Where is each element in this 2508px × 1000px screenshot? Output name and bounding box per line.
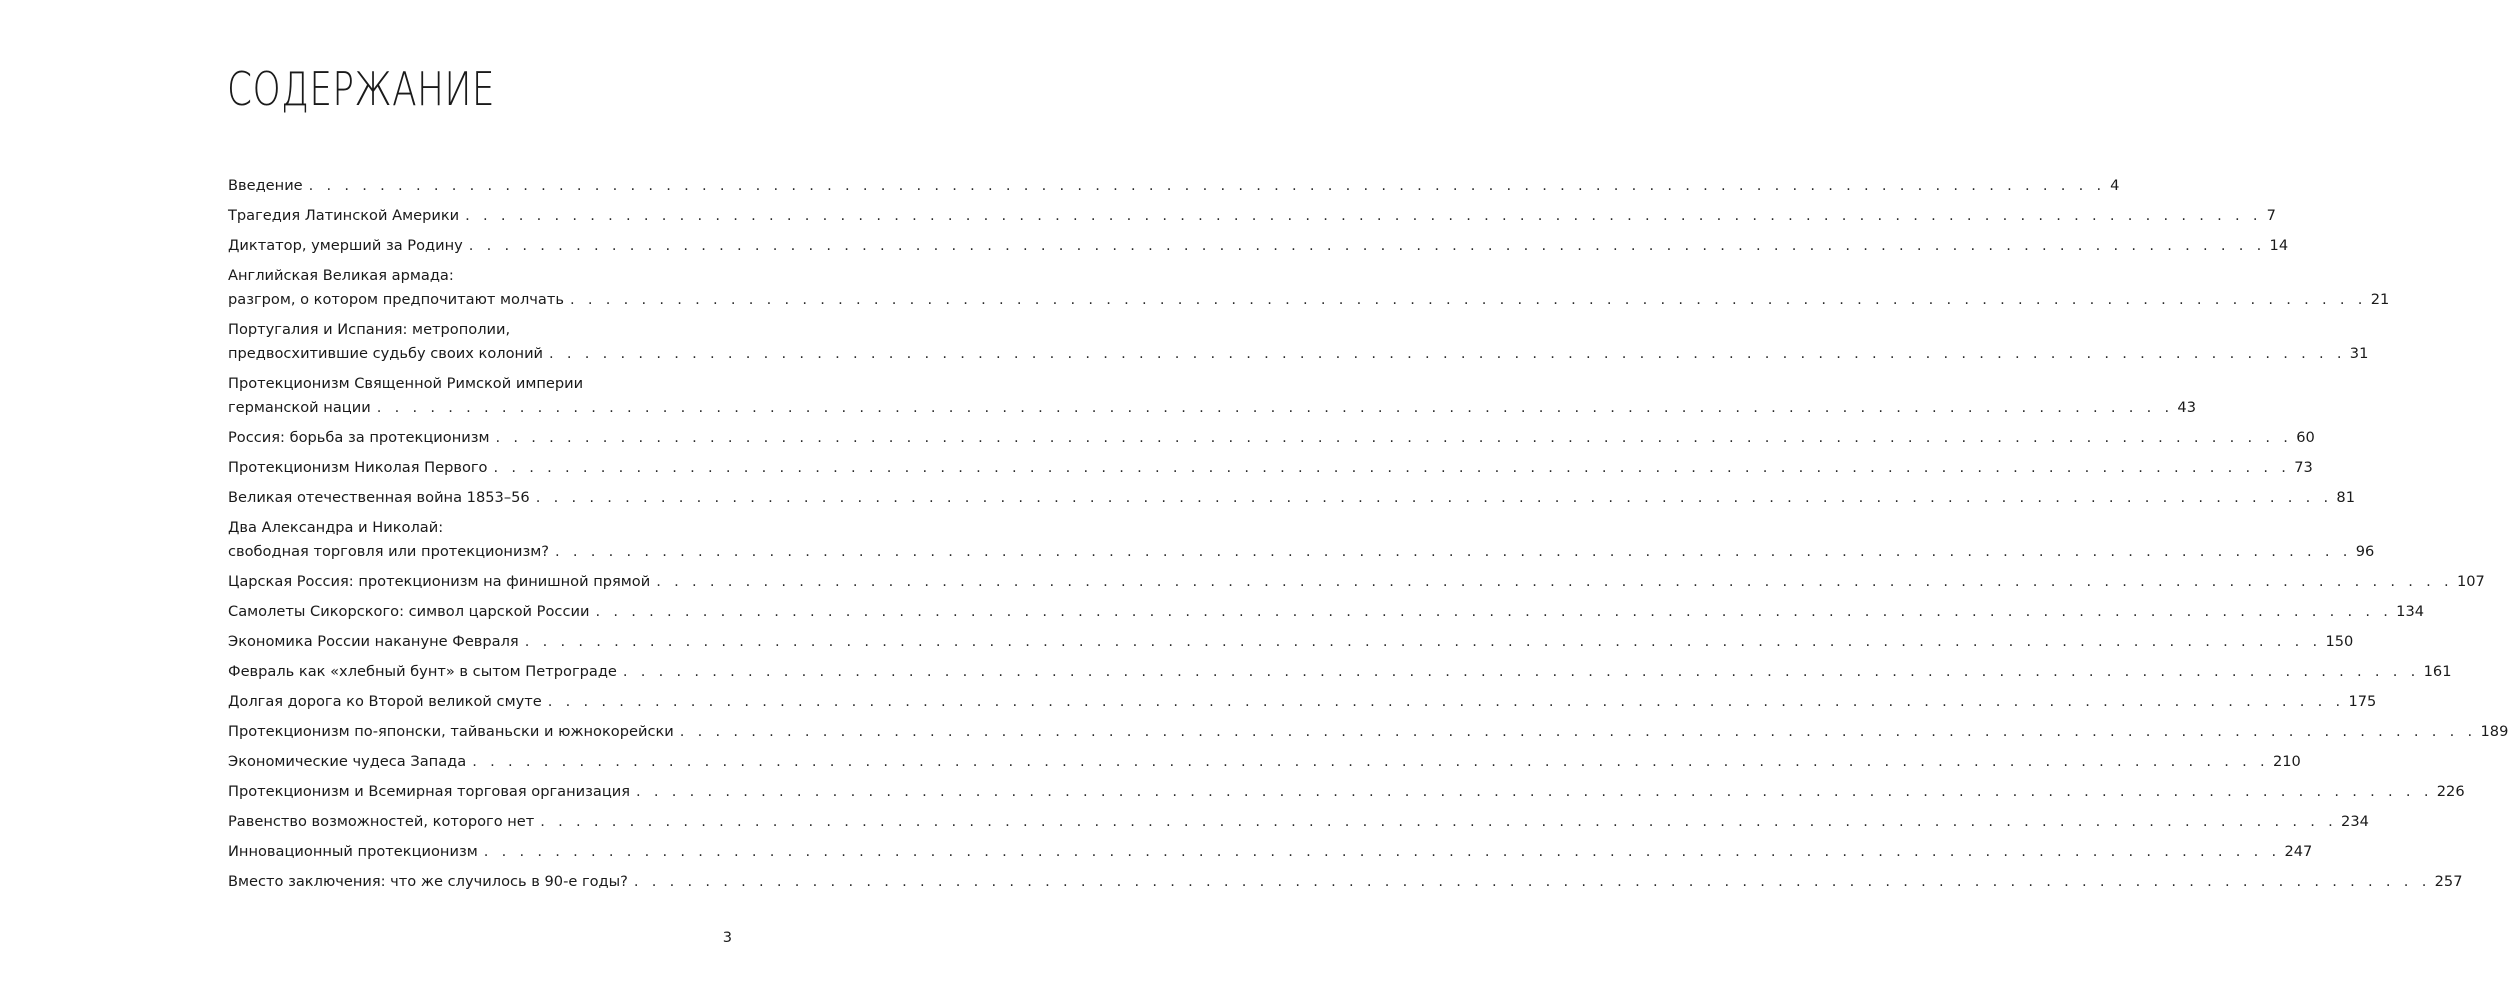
toc-entry-title: Равенство возможностей, которого нет bbox=[228, 813, 535, 830]
toc-entry bbox=[228, 780, 2465, 804]
toc-leader-dots: . . . . . . . . . . . . . . . . . . . . . . . . . . . . . . . . . . . . . . . . . . . . . . . . . . . . . . . . . . . . . . . . . . . . . . . . . . . . . . . . . . . . . . . . . . . . . . . . . . . . . bbox=[656, 573, 2453, 590]
toc-entry-line bbox=[228, 600, 2425, 624]
toc-entry-page: 43 bbox=[2177, 399, 2196, 416]
toc-entry-title: Экономика России накануне Февраля bbox=[228, 633, 519, 650]
toc-entry bbox=[228, 456, 2313, 480]
toc-leader-dots: . . . . . . . . . . . . . . . . . . . . . . . . . . . . . . . . . . . . . . . . . . . . . . . . . . . . . . . . . . . . . . . . . . . . . . . . . . . . . . . . . . . . . . . . . . . . . . . . . . . . . bbox=[483, 843, 2281, 860]
toc-entry-page: 134 bbox=[2396, 603, 2425, 620]
toc-entry-title: Царская Россия: протекционизм на финишной прямой bbox=[228, 573, 651, 590]
toc-leader-dots: . . . . . . . . . . . . . . . . . . . . . . . . . . . . . . . . . . . . . . . . . . . . . . . . . . . . . . . . . . . . . . . . . . . . . . . . . . . . . . . . . . . . . . . . . . . . . . . . . . . . . bbox=[493, 459, 2291, 476]
toc-entry-page: 210 bbox=[2272, 753, 2301, 770]
toc-entry bbox=[228, 630, 2354, 654]
toc-entry-title: Английская Великая армада: bbox=[228, 267, 454, 284]
toc-entry-title: Протекционизм Николая Первого bbox=[228, 459, 488, 476]
toc-leader-dots: . . . . . . . . . . . . . . . . . . . . . . . . . . . . . . . . . . . . . . . . . . . . . . . . . . . . . . . . . . . . . . . . . . . . . . . . . . . . . . . . . . . . . . . . . . . . . . . . . . . . . bbox=[524, 633, 2322, 650]
toc-entry-line bbox=[228, 840, 2313, 864]
toc-entry-line bbox=[228, 720, 2508, 744]
toc-leader-dots: . . . . . . . . . . . . . . . . . . . . . . . . . . . . . . . . . . . . . . . . . . . . . . . . . . . . . . . . . . . . . . . . . . . . . . . . . . . . . . . . . . . . . . . . . . . . . . . . . . . . . bbox=[595, 603, 2393, 620]
toc-entry bbox=[228, 516, 2375, 564]
toc-entry-page: 96 bbox=[2355, 543, 2375, 560]
toc-entry bbox=[228, 870, 2463, 894]
toc-leader-dots: . . . . . . . . . . . . . . . . . . . . . . . . . . . . . . . . . . . . . . . . . . . . . . . . . . . . . . . . . . . . . . . . . . . . . . . . . . . . . . . . . . . . . . . . . . . . . . . . . . . . . bbox=[547, 693, 2345, 710]
toc-leader-dots: . . . . . . . . . . . . . . . . . . . . . . . . . . . . . . . . . . . . . . . . . . . . . . . . . . . . . . . . . . . . . . . . . . . . . . . . . . . . . . . . . . . . . . . . . . . . . . . . . . . . . bbox=[540, 813, 2338, 830]
toc-entry bbox=[228, 486, 2355, 510]
toc-entry-line bbox=[228, 204, 2276, 228]
toc-entry bbox=[228, 570, 2485, 594]
toc-entry-page: 234 bbox=[2341, 813, 2369, 830]
toc-entry-title: Вместо заключения: что же случилось в 90-е годы? bbox=[228, 873, 628, 890]
toc-entry-line bbox=[228, 690, 2377, 714]
toc-entry bbox=[228, 372, 2196, 420]
toc-entry-page: 73 bbox=[2294, 459, 2313, 476]
toc-entry-line bbox=[228, 426, 2315, 450]
toc-entry-line bbox=[228, 174, 2120, 198]
toc-entry-page: 247 bbox=[2284, 843, 2313, 860]
toc-entry-title: Протекционизм Священной Римской империи bbox=[228, 375, 584, 392]
toc-entry-line bbox=[228, 234, 2289, 258]
toc-entry-title: Россия: борьба за протекционизм bbox=[228, 429, 490, 446]
toc-entry bbox=[228, 840, 2313, 864]
toc-entry-title: Долгая дорога ко Второй великой смуте bbox=[228, 693, 542, 710]
toc-entry-title: Протекционизм по-японски, тайваньски и южнокорейски bbox=[228, 723, 674, 740]
toc-leader-dots: . . . . . . . . . . . . . . . . . . . . . . . . . . . . . . . . . . . . . . . . . . . . . . . . . . . . . . . . . . . . . . . . . . . . . . . . . . . . . . . . . . . . . . . . . . . . . . . . . . . . . bbox=[679, 723, 2477, 740]
toc-entry-title: Португалия и Испания: метрополии, bbox=[228, 321, 511, 338]
toc-entry bbox=[228, 600, 2425, 624]
toc-entry-line bbox=[228, 660, 2452, 684]
toc-entry-title: Протекционизм и Всемирная торговая организация bbox=[228, 783, 631, 800]
toc-leader-dots: . . . . . . . . . . . . . . . . . . . . . . . . . . . . . . . . . . . . . . . . . . . . . . . . . . . . . . . . . . . . . . . . . . . . . . . . . . . . . . . . . . . . . . . . . . . . . . . . . . . . . bbox=[569, 291, 2367, 308]
toc-entry bbox=[228, 318, 2369, 366]
toc-leader-dots: . . . . . . . . . . . . . . . . . . . . . . . . . . . . . . . . . . . . . . . . . . . . . . . . . . . . . . . . . . . . . . . . . . . . . . . . . . . . . . . . . . . . . . . . . . . . . . . . . . . . . bbox=[535, 489, 2333, 506]
toc-entry-page: 189 bbox=[2480, 723, 2508, 740]
toc-entry bbox=[228, 264, 2390, 312]
toc-entry-line bbox=[228, 486, 2355, 510]
page-number: 3 bbox=[722, 929, 732, 946]
page-title: СОДЕРЖАНИЕ bbox=[227, 62, 495, 116]
toc-entry bbox=[228, 426, 2315, 450]
toc-entry-page: 60 bbox=[2296, 429, 2315, 446]
toc-leader-dots: . . . . . . . . . . . . . . . . . . . . . . . . . . . . . . . . . . . . . . . . . . . . . . . . . . . . . . . . . . . . . . . . . . . . . . . . . . . . . . . . . . . . . . . . . . . . . . . . . . . . . bbox=[636, 783, 2433, 800]
toc-entry-line bbox=[228, 570, 2485, 594]
toc-entry-page: 161 bbox=[2423, 663, 2452, 680]
toc-entry bbox=[228, 720, 2508, 744]
toc-entry-line bbox=[228, 456, 2313, 480]
toc-entry-title: Великая отечественная война 1853–56 bbox=[228, 489, 530, 506]
toc-entry-page: 175 bbox=[2348, 693, 2377, 710]
toc-entry-line bbox=[228, 540, 2375, 564]
toc-entry-title: германской нации bbox=[228, 399, 371, 416]
toc-entry-title: Самолеты Сикорского: символ царской России bbox=[228, 603, 590, 620]
toc-entry bbox=[228, 810, 2369, 834]
toc-entry-line bbox=[228, 342, 2369, 366]
toc-leader-dots: . . . . . . . . . . . . . . . . . . . . . . . . . . . . . . . . . . . . . . . . . . . . . . . . . . . . . . . . . . . . . . . . . . . . . . . . . . . . . . . . . . . . . . . . . . . . . . . . . . . . . bbox=[308, 177, 2106, 194]
toc-entry-title: Диктатор, умерший за Родину bbox=[228, 237, 463, 254]
toc-entry-line bbox=[228, 516, 732, 540]
toc-entry-page: 107 bbox=[2456, 573, 2485, 590]
toc-leader-dots: . . . . . . . . . . . . . . . . . . . . . . . . . . . . . . . . . . . . . . . . . . . . . . . . . . . . . . . . . . . . . . . . . . . . . . . . . . . . . . . . . . . . . . . . . . . . . . . . . . . . . bbox=[554, 543, 2352, 560]
toc-entry-line bbox=[228, 750, 2301, 774]
toc-entry bbox=[228, 234, 2289, 258]
toc-entry-line bbox=[228, 264, 732, 288]
toc-entry bbox=[228, 660, 2452, 684]
toc-entry-line bbox=[228, 288, 2390, 312]
toc-entry-title: Февраль как «хлебный бунт» в сытом Петрограде bbox=[228, 663, 617, 680]
toc-entry-page: 150 bbox=[2325, 633, 2354, 650]
toc-entry-line bbox=[228, 630, 2354, 654]
toc-leader-dots: . . . . . . . . . . . . . . . . . . . . . . . . . . . . . . . . . . . . . . . . . . . . . . . . . . . . . . . . . . . . . . . . . . . . . . . . . . . . . . . . . . . . . . . . . . . . . . . . . . . . . bbox=[622, 663, 2420, 680]
toc-entry-page: 7 bbox=[2266, 207, 2276, 224]
toc-entry bbox=[228, 174, 2120, 198]
toc-entry-title: свободная торговля или протекционизм? bbox=[228, 543, 549, 560]
toc-entry-page: 257 bbox=[2434, 873, 2463, 890]
toc-entry-title: разгром, о котором предпочитают молчать bbox=[228, 291, 564, 308]
toc-entry bbox=[228, 690, 2377, 714]
toc-entry-line bbox=[228, 780, 2465, 804]
toc-leader-dots: . . . . . . . . . . . . . . . . . . . . . . . . . . . . . . . . . . . . . . . . . . . . . . . . . . . . . . . . . . . . . . . . . . . . . . . . . . . . . . . . . . . . . . . . . . . . . . . . . . . . . bbox=[468, 237, 2266, 254]
toc-entry-page: 226 bbox=[2436, 783, 2465, 800]
toc-entry-page: 31 bbox=[2349, 345, 2369, 362]
toc-entry-title: Введение bbox=[228, 177, 303, 194]
toc-entry-title: предвосхитившие судьбу своих колоний bbox=[228, 345, 544, 362]
toc-entry bbox=[228, 204, 2276, 228]
toc-leader-dots: . . . . . . . . . . . . . . . . . . . . . . . . . . . . . . . . . . . . . . . . . . . . . . . . . . . . . . . . . . . . . . . . . . . . . . . . . . . . . . . . . . . . . . . . . . . . . . . . . . . . . bbox=[495, 429, 2293, 446]
toc-entry-line bbox=[228, 870, 2463, 894]
toc-entry-page: 81 bbox=[2336, 489, 2355, 506]
toc-entry-title: Инновационный протекционизм bbox=[228, 843, 478, 860]
toc-entry-title: Экономические чудеса Запада bbox=[228, 753, 467, 770]
toc-entry-line bbox=[228, 318, 732, 342]
toc-entry-title: Трагедия Латинской Америки bbox=[228, 207, 460, 224]
toc-leader-dots: . . . . . . . . . . . . . . . . . . . . . . . . . . . . . . . . . . . . . . . . . . . . . . . . . . . . . . . . . . . . . . . . . . . . . . . . . . . . . . . . . . . . . . . . . . . . . . . . . . . . . bbox=[633, 873, 2431, 890]
toc-entry-line bbox=[228, 396, 2196, 420]
toc-leader-dots: . . . . . . . . . . . . . . . . . . . . . . . . . . . . . . . . . . . . . . . . . . . . . . . . . . . . . . . . . . . . . . . . . . . . . . . . . . . . . . . . . . . . . . . . . . . . . . . . . . . . . bbox=[472, 753, 2269, 770]
toc-entry bbox=[228, 750, 2301, 774]
toc-leader-dots: . . . . . . . . . . . . . . . . . . . . . . . . . . . . . . . . . . . . . . . . . . . . . . . . . . . . . . . . . . . . . . . . . . . . . . . . . . . . . . . . . . . . . . . . . . . . . . . . . . . . . bbox=[376, 399, 2174, 416]
toc-leader-dots: . . . . . . . . . . . . . . . . . . . . . . . . . . . . . . . . . . . . . . . . . . . . . . . . . . . . . . . . . . . . . . . . . . . . . . . . . . . . . . . . . . . . . . . . . . . . . . . . . . . . . bbox=[465, 207, 2262, 224]
table-of-contents bbox=[228, 174, 2508, 894]
toc-entry-page: 21 bbox=[2370, 291, 2390, 308]
toc-entry-page: 14 bbox=[2269, 237, 2289, 254]
toc-leader-dots: . . . . . . . . . . . . . . . . . . . . . . . . . . . . . . . . . . . . . . . . . . . . . . . . . . . . . . . . . . . . . . . . . . . . . . . . . . . . . . . . . . . . . . . . . . . . . . . . . . . . . bbox=[549, 345, 2346, 362]
toc-entry-title: Два Александра и Николай: bbox=[228, 519, 444, 536]
toc-entry-page: 4 bbox=[2110, 177, 2120, 194]
toc-entry-line bbox=[228, 372, 732, 396]
toc-entry-line bbox=[228, 810, 2369, 834]
